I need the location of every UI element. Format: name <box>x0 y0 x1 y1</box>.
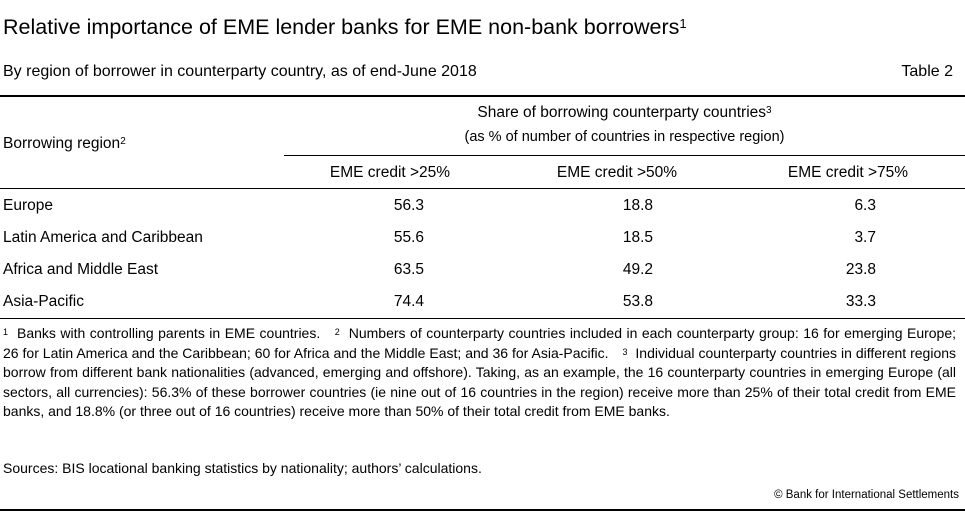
header-region-text: Borrowing region <box>3 135 121 152</box>
cell-eme-75: 3.7 <box>854 229 876 246</box>
copyright-notice: © Bank for International Settlements <box>774 489 959 501</box>
cell-eme-50: 53.8 <box>622 293 653 310</box>
column-header-eme-50: EME credit >50% <box>556 164 678 181</box>
footnote-1-ref: 1 <box>3 327 9 337</box>
row-label: Asia-Pacific <box>3 293 84 310</box>
footnote-1-text: Banks with controlling parents in EME countries. <box>17 325 321 341</box>
footnote-2-ref: 2 <box>334 327 340 337</box>
table-title <box>3 14 687 40</box>
footnote-3-text: Individual counterparty countries in different regions borrow from different bank nationalities (advanced, emerging and offshore). Taking, as an example, the 16 counterparty countries in emerging Europe (all sectors, all currencies): 56.3% of these borrower countries (ie nine out of 16 countries in the region) receive more than 25% of their total credit from EME banks, and 18.8% (or three out of 16 countries) receive more than 50% of their total credit from EME banks. <box>3 344 957 419</box>
cell-eme-25: 55.6 <box>393 229 424 246</box>
header-share-text: Share of borrowing counterparty countries <box>477 104 767 121</box>
header-share-note: (as % of number of countries in respective region) <box>464 129 785 145</box>
title-footnote-ref: 1 <box>679 16 687 31</box>
table-row-africa-middle-east <box>0 260 965 292</box>
top-rule <box>0 95 965 97</box>
cell-eme-75: 6.3 <box>854 197 876 214</box>
table-row-latin-america <box>0 228 965 260</box>
cell-eme-75: 33.3 <box>845 293 876 310</box>
row-label: Latin America and Caribbean <box>3 229 203 246</box>
row-label: Europe <box>3 197 53 214</box>
title-text: Relative importance of EME lender banks for EME non-bank borrowers <box>3 15 680 39</box>
header-borrowing-region <box>3 134 126 154</box>
table-number: Table 2 <box>901 63 953 80</box>
row-label: Africa and Middle East <box>3 261 159 278</box>
table-row-asia-pacific <box>0 292 965 324</box>
column-header-eme-75: EME credit >75% <box>787 164 909 181</box>
footnote-3-ref: 3 <box>622 346 628 357</box>
table-subtitle: By region of borrower in counterparty country, as of end-June 2018 <box>3 63 477 80</box>
column-header-eme-25: EME credit >25% <box>329 164 451 181</box>
cell-eme-75: 23.8 <box>845 261 876 278</box>
header-share-footnote-ref: 3 <box>766 105 772 116</box>
cell-eme-25: 63.5 <box>393 261 424 278</box>
header-bottom-rule <box>0 188 965 189</box>
sources-note: Sources: BIS locational banking statistics by nationality; authors’ calculations. <box>3 460 482 476</box>
cell-eme-25: 56.3 <box>393 197 424 214</box>
cell-eme-50: 49.2 <box>622 261 653 278</box>
table-row-europe <box>0 196 965 228</box>
body-bottom-rule <box>0 318 965 319</box>
cell-eme-50: 18.5 <box>622 229 653 246</box>
header-region-footnote-ref: 2 <box>120 136 126 147</box>
footnotes <box>3 324 956 422</box>
header-sub-rule <box>284 155 965 156</box>
footnote-2-text: Numbers of counterparty countries included in each counterparty group: 16 for emerging Europe; 26 for Latin America and the Caribbean; 60 for Africa and the Middle East; and 36 for Asia-Pacific. <box>3 325 957 361</box>
header-share-title <box>284 103 965 123</box>
cell-eme-50: 18.8 <box>622 197 653 214</box>
bottom-rule <box>0 509 965 511</box>
cell-eme-25: 74.4 <box>393 293 424 310</box>
